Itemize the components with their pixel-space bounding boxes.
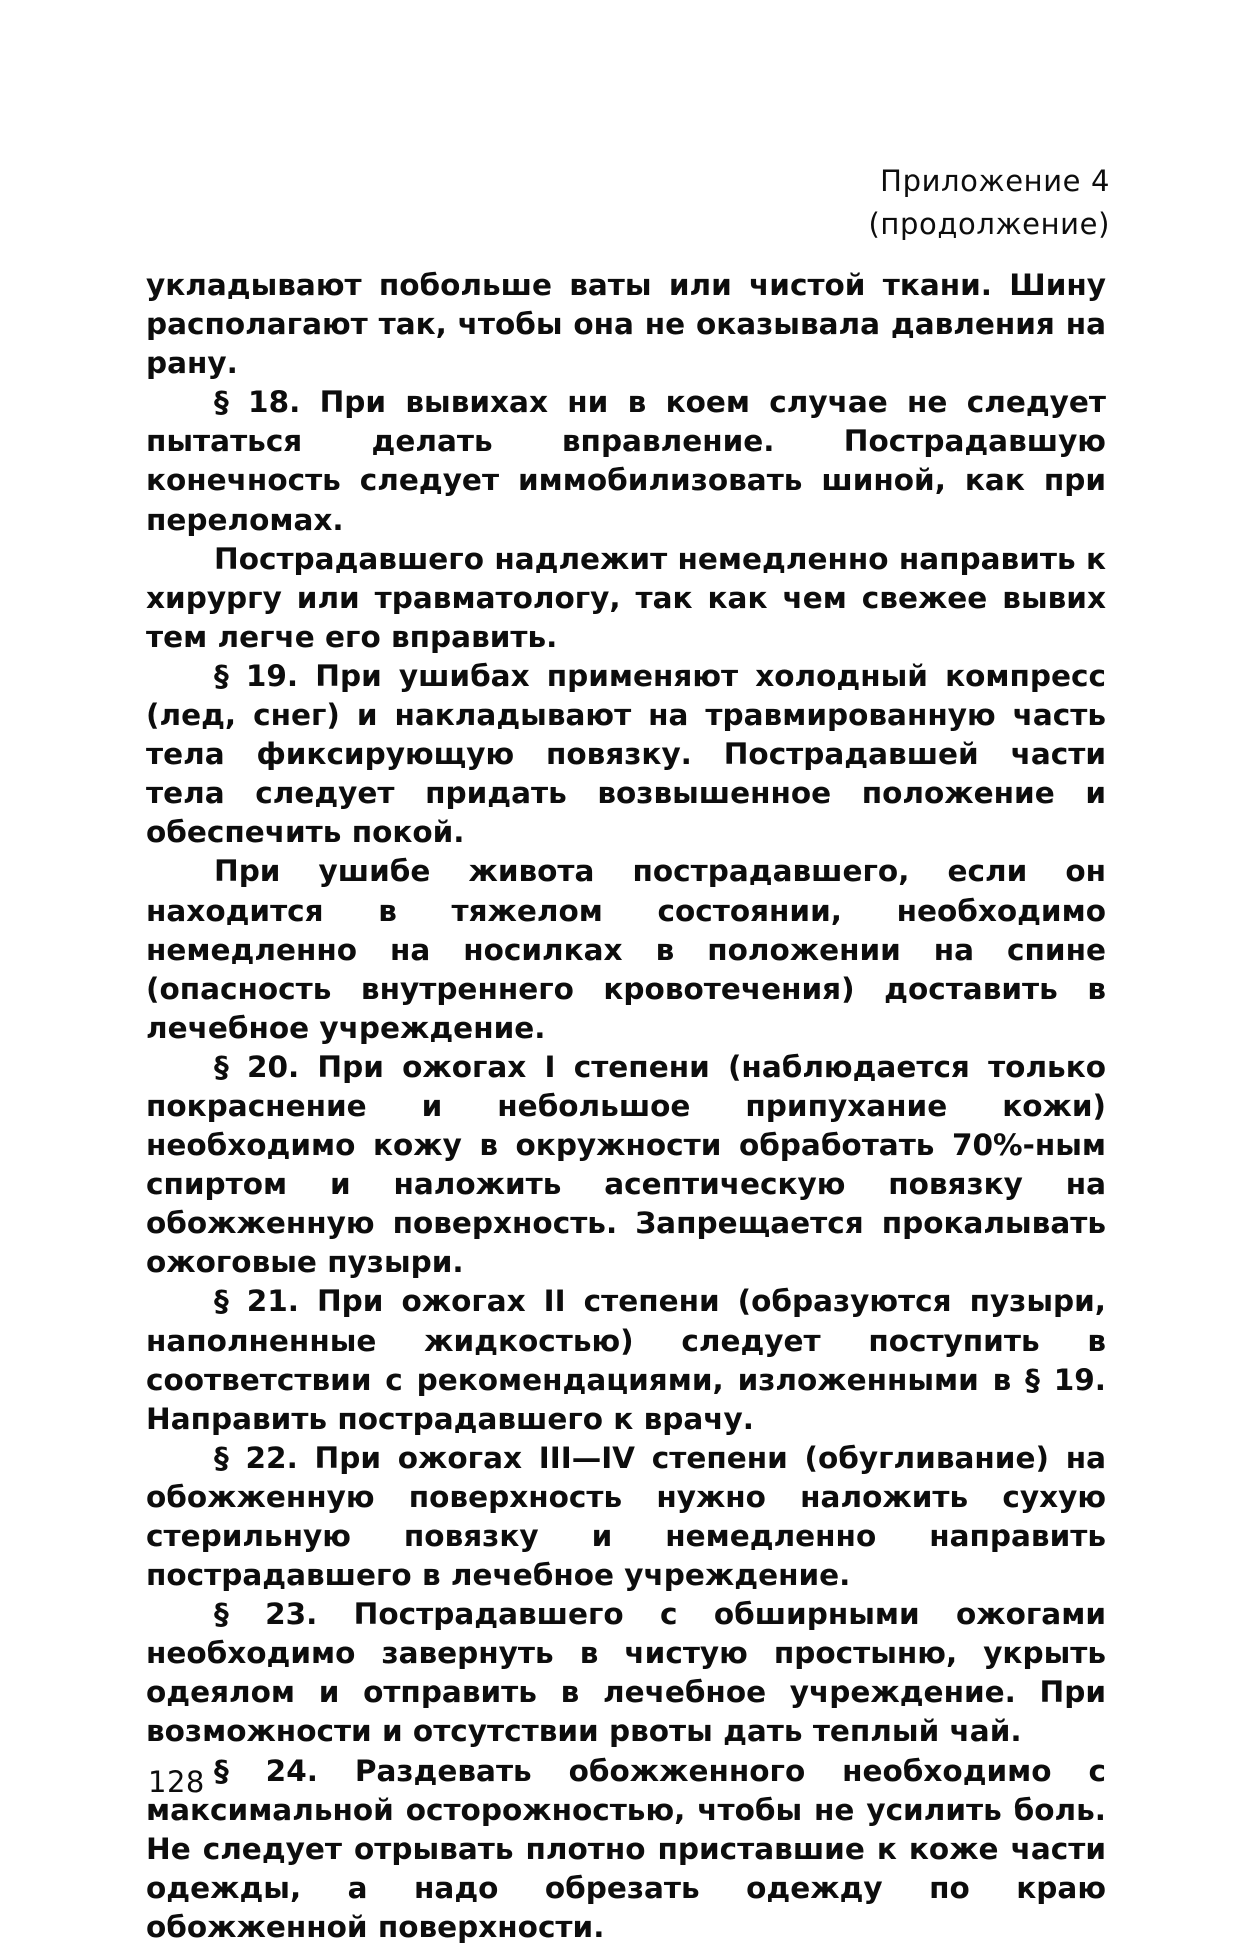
paragraph-section-22: § 22. При ожогах III—IV степени (обугливание) на обожженную поверхность нужно наложить сухую стерильную повязку и немедленно направить пострадавшего в лечебное учреждение. xyxy=(146,1440,1106,1593)
page-number: 128 xyxy=(148,1765,205,1799)
appendix-title: Приложение 4 xyxy=(880,164,1110,198)
paragraph-section-21: § 21. При ожогах II степени (образуются пузыри, наполненные жидкостью) следует поступить в соответствии с рекомендациями, изложенными в § 19. Направить пострадавшего к врачу. xyxy=(146,1284,1106,1436)
appendix-continuation: (продолжение) xyxy=(868,207,1110,241)
paragraph-section-19: § 19. При ушибах применяют холодный компресс (лед, снег) и накладывают на травмированную часть тела фиксирующую повязку. Пострадавшей части тела следует придать возвышенное положение и обеспечить покой. xyxy=(146,658,1106,850)
paragraph-dislocation-referral: Пострадавшего надлежит немедленно направить к хирургу или травматологу, так как чем свежее вывих тем легче его вправить. xyxy=(146,541,1106,654)
paragraph-abdominal-bruise: При ушибе живота пострадавшего, если он находится в тяжелом состоянии, необходимо немедленно на носилках в положении на спине (опасность внутреннего кровотечения) доставить в лечебное учреждение. xyxy=(146,854,1106,1045)
paragraph-section-23: § 23. Пострадавшего с обширными ожогами необходимо завернуть в чистую простыню, укрыть одеялом и отправить в лечебное учреждение. При возможности и отсутствии рвоты дать теплый чай. xyxy=(146,1597,1106,1749)
appendix-header xyxy=(610,160,1110,246)
paragraph-continuation: укладывают побольше ваты или чистой ткани. Шину располагают так, чтобы она не оказывала давления на рану. xyxy=(146,268,1106,381)
paragraph-section-24: § 24. Раздевать обожженного необходимо с максимальной осторожностью, чтобы не усилить боль. Не следует отрывать плотно приставшие к коже части одежды, а надо обрезать одежду по краю обожженной поверхности. xyxy=(146,1753,1106,1944)
body-text xyxy=(146,266,1106,1947)
paragraph-section-20: § 20. При ожогах I степени (наблюдается только покраснение и небольшое припухание кожи) необходимо кожу в окружности обработать 70%-ным спиртом и наложить асептическую повязку на обожженную поверхность. Запрещается прокалывать ожоговые пузыри. xyxy=(146,1049,1106,1280)
paragraph-section-18: § 18. При вывихах ни в коем случае не следует пытаться делать вправление. Пострадавшую конечность следует иммобилизовать шиной, как при переломах. xyxy=(146,385,1106,537)
